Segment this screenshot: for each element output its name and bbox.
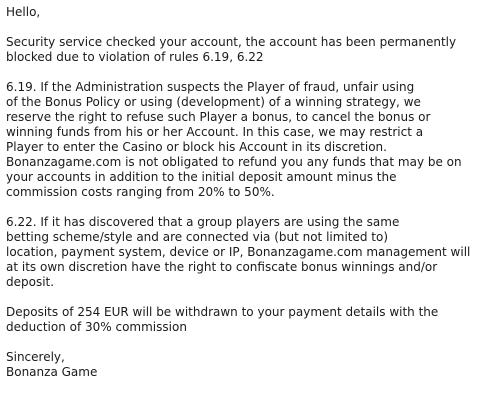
greeting-text: Hello, xyxy=(6,5,41,19)
deposit-withdrawal-notice: Deposits of 254 EUR will be withdrawn to your payment details with the deduction of 30% commission xyxy=(6,305,439,334)
email-body xyxy=(6,5,496,380)
signature: Sincerely, Bonanza Game xyxy=(6,350,98,379)
account-blocked-notice: Security service checked your account, the account has been permanently blocked due to violation of rules 6.19, 6.22 xyxy=(6,35,457,64)
rule-6-22-text: 6.22. If it has discovered that a group players are using the same betting scheme/style and are connected via (but not limited to) location, payment system, device or IP, Bonanzagame.com management will at its own discretion have the right to confiscate bonus winnings and/or deposit. xyxy=(6,215,471,289)
rule-6-19-text: 6.19. If the Administration suspects the Player of fraud, unfair using of the Bonus Policy or using (development) of a winning strategy, we reserve the right to refuse such Player a bonus, to cancel the bonus or winning funds from his or her Account. In this case, we may restrict a Player to enter the Casino or block his Account in its discretion. Bonanzagame.com is not obligated to refund you any funds that may be on your accounts in addition to the initial deposit amount minus the commission costs ranging from 20% to 50%. xyxy=(6,80,462,199)
